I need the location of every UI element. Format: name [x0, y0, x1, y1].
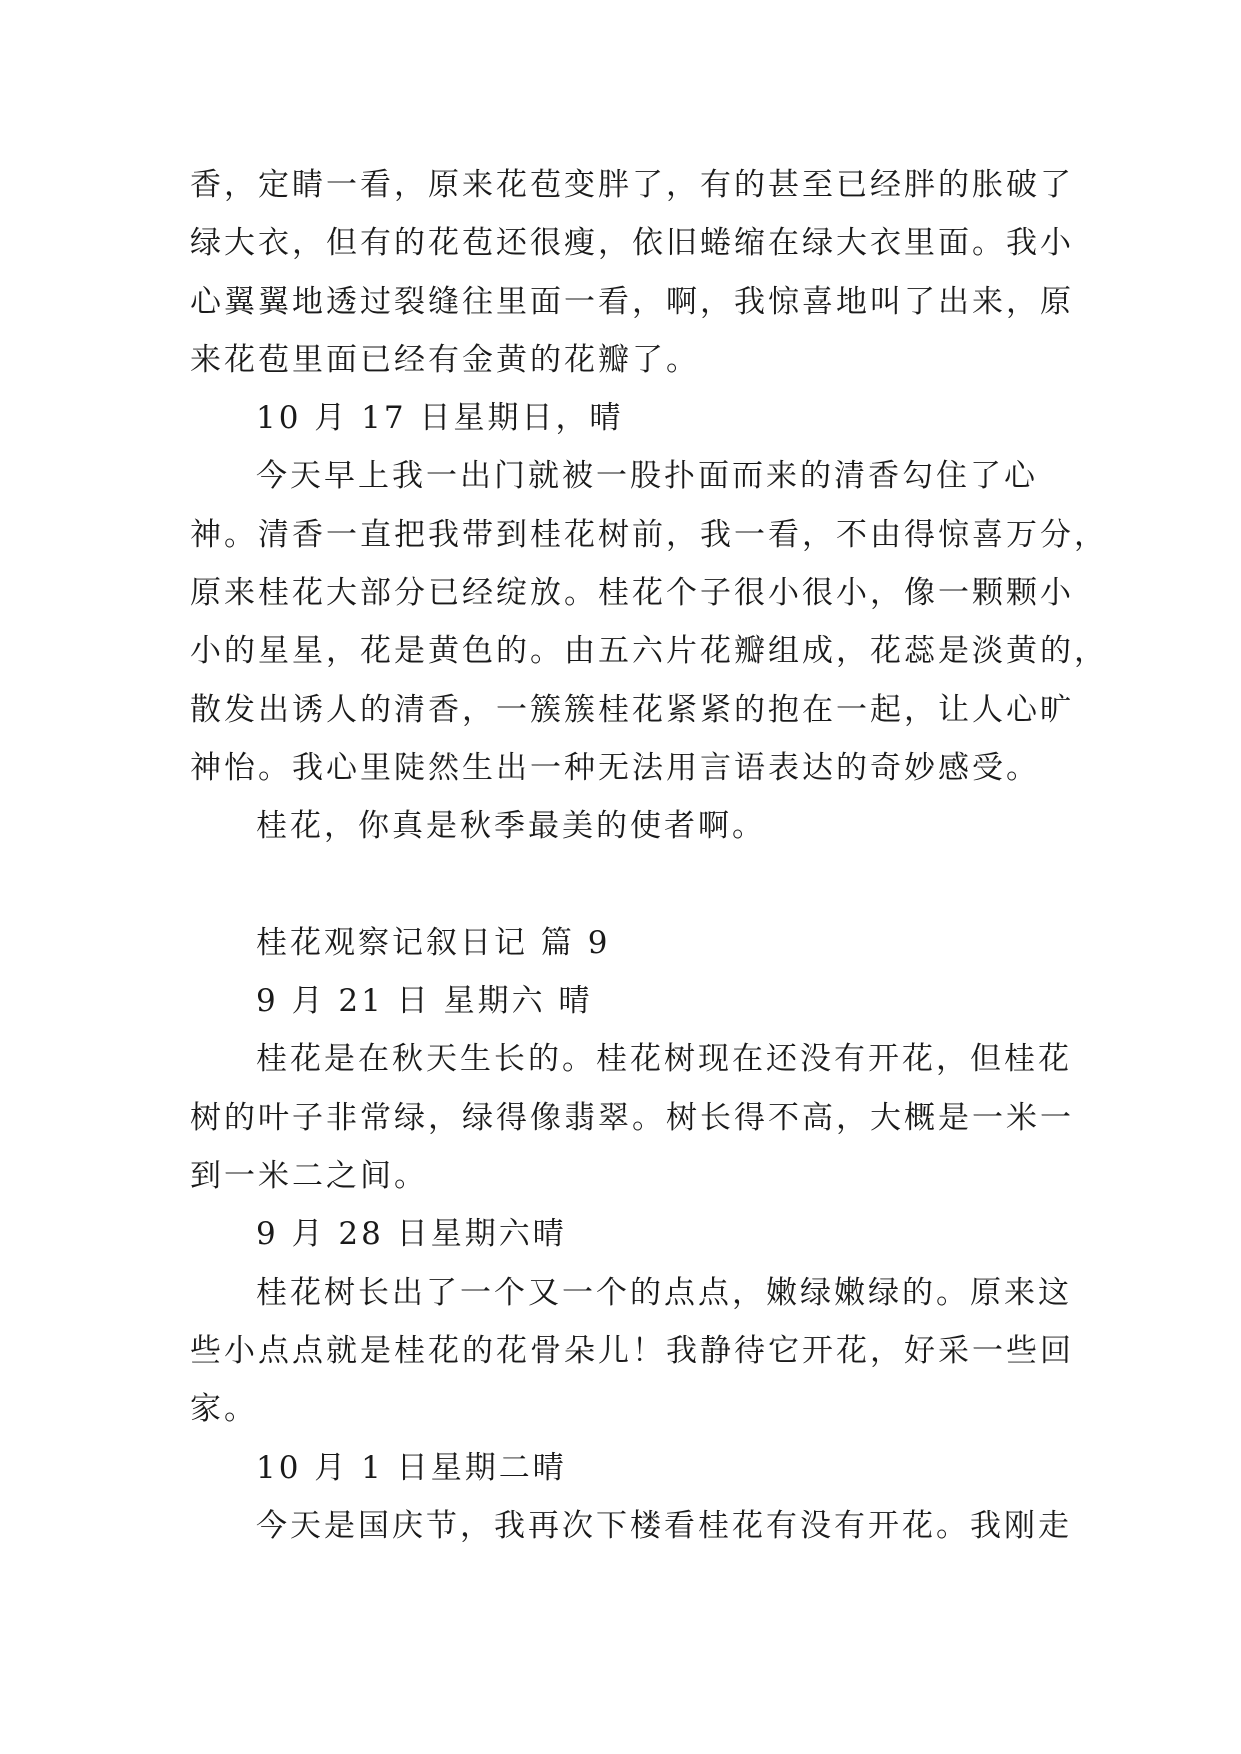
paragraph-line: 桂花树长出了一个又一个的点点，嫩绿嫩绿的。原来这: [256, 1274, 1072, 1311]
section-title: 桂花观察记叙日记 篇 9: [256, 924, 611, 961]
paragraph-line: 香，定睛一看，原来花苞变胖了，有的甚至已经胖的胀破了: [190, 167, 1074, 203]
paragraph-line: 些小点点就是桂花的花骨朵儿！我静待它开花，好采一些回: [190, 1332, 1074, 1369]
paragraph-line: 小的星星，花是黄色的。由五六片花瓣组成，花蕊是淡黄的，: [190, 633, 1108, 670]
paragraph-line: 树的叶子非常绿，绿得像翡翠。树长得不高，大概是一米一: [190, 1099, 1074, 1136]
paragraph-line: 原来桂花大部分已经绽放。桂花个子很小很小，像一颗颗小: [190, 575, 1074, 612]
paragraph-line: 桂花，你真是秋季最美的使者啊。: [256, 808, 766, 845]
diary-date-heading: 10 月 17 日星期日，晴: [256, 400, 624, 437]
paragraph-line: 家。: [190, 1391, 258, 1428]
paragraph-line: 散发出诱人的清香，一簇簇桂花紧紧的抱在一起，让人心旷: [190, 691, 1074, 728]
paragraph-line: 桂花是在秋天生长的。桂花树现在还没有开花，但桂花: [256, 1041, 1072, 1078]
paragraph-line: 神。清香一直把我带到桂花树前，我一看，不由得惊喜万分，: [190, 516, 1108, 553]
paragraph-line: 来花苞里面已经有金黄的花瓣了。: [190, 341, 700, 378]
blank-line: [190, 856, 1060, 914]
paragraph-line: 神怡。我心里陡然生出一种无法用言语表达的奇妙感受。: [190, 749, 1040, 786]
diary-date-heading: 10 月 1 日星期二晴: [256, 1449, 567, 1486]
document-body: [190, 156, 1108, 1555]
diary-date-heading: 9 月 28 日星期六晴: [256, 1216, 567, 1253]
paragraph-line: 绿大衣，但有的花苞还很瘦，依旧蜷缩在绿大衣里面。我小: [190, 225, 1074, 262]
paragraph-line: 今天是国庆节，我再次下楼看桂花有没有开花。我刚走: [256, 1507, 1072, 1544]
paragraph-line: 今天早上我一出门就被一股扑面而来的清香勾住了心: [256, 458, 1038, 495]
paragraph-line: 到一米二之间。: [190, 1158, 428, 1195]
paragraph-line: 心翼翼地透过裂缝往里面一看，啊，我惊喜地叫了出来，原: [190, 283, 1074, 320]
diary-date-heading: 9 月 21 日 星期六 晴: [256, 983, 593, 1020]
